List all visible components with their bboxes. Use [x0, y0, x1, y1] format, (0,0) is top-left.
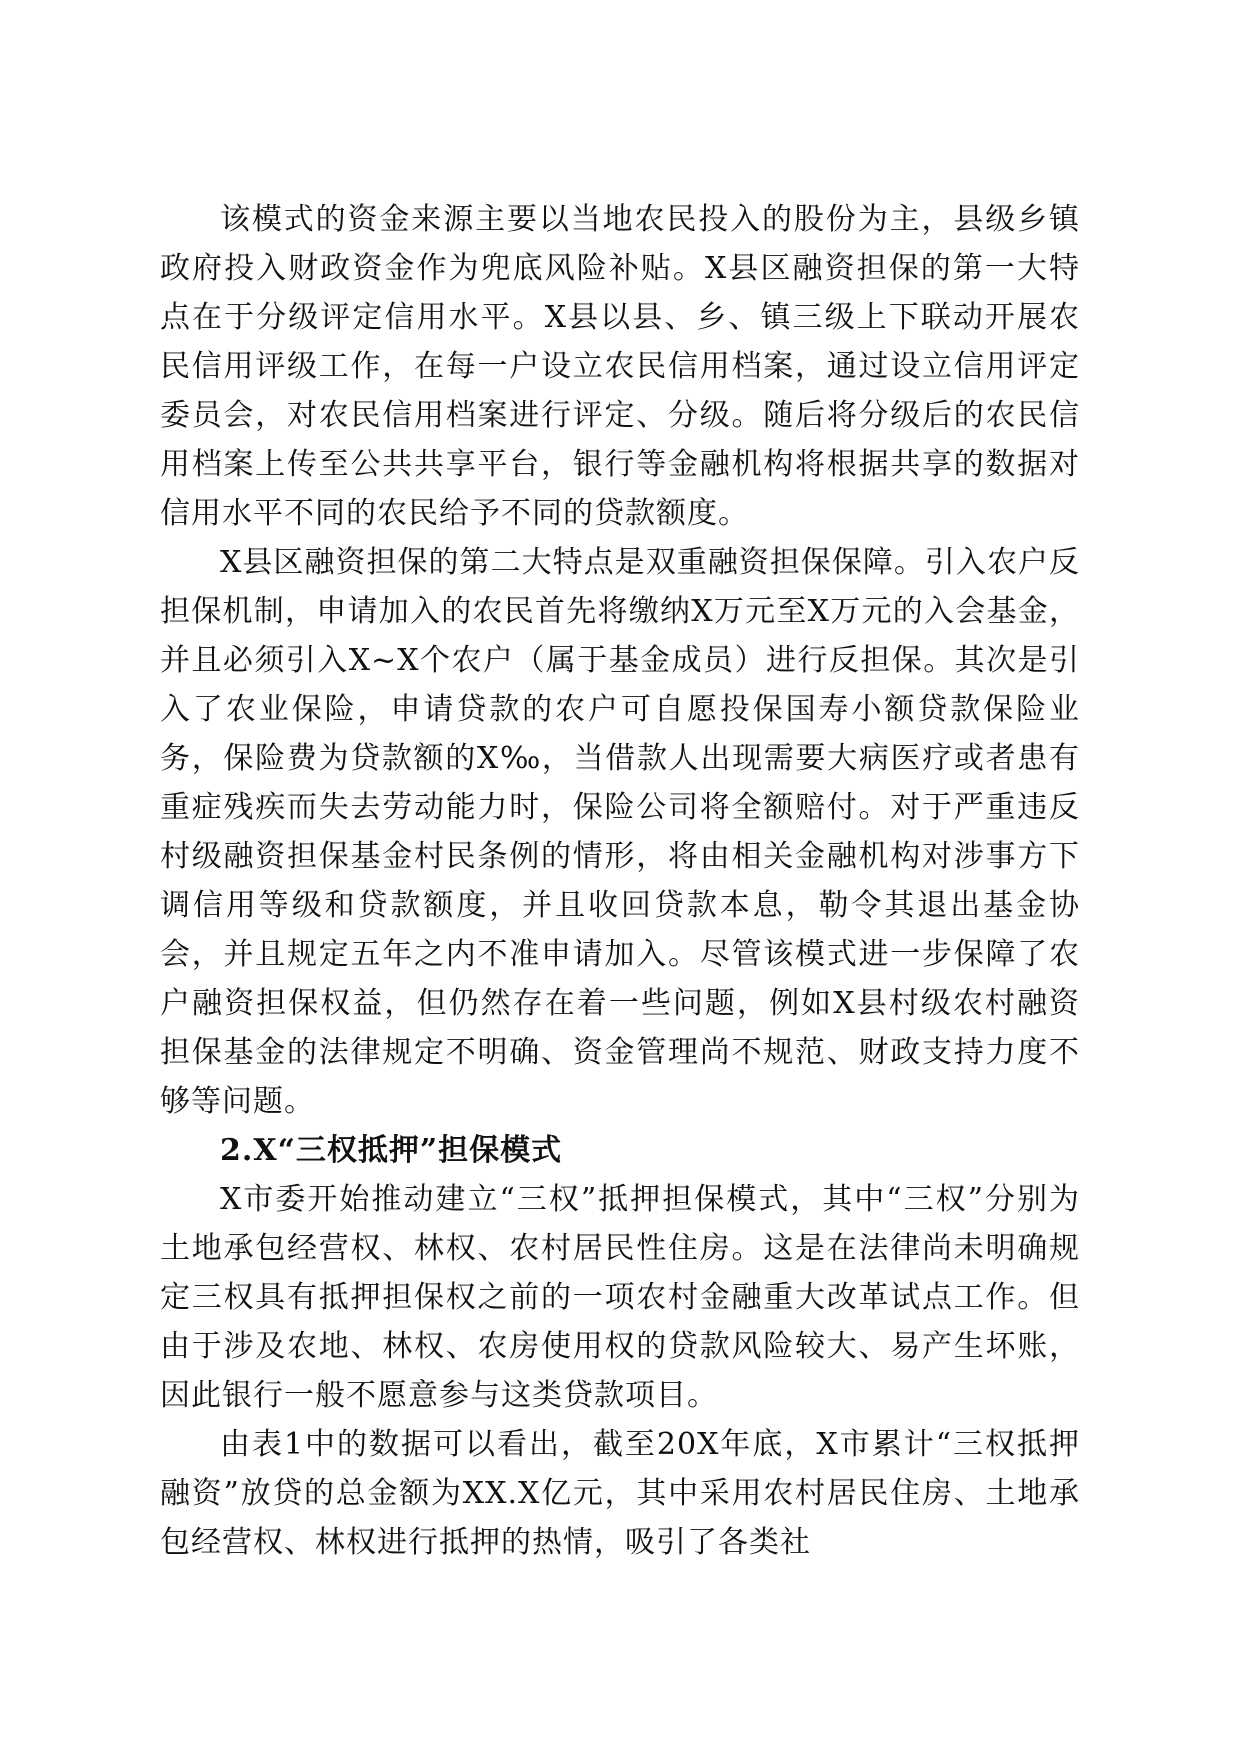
paragraph-2: X县区融资担保的第二大特点是双重融资担保保障。引入农户反担保机制，申请加入的农民首先将缴纳X万元至X万元的入会基金，并且必须引入X~X个农户（属于基金成员）进行反担保。其次是引入了农业保险，申请贷款的农户可自愿投保国寿小额贷款保险业务，保险费为贷款额的X‰，当借款人出现需要大病医疗或者患有重症残疾而失去劳动能力时，保险公司将全额赔付。对于严重违反村级融资担保基金村民条例的情形，将由相关金融机构对涉事方下调信用等级和贷款额度，并且收回贷款本息，勒令其退出基金协会，并且规定五年之内不准申请加入。尽管该模式进一步保障了农户融资担保权益，但仍然存在着一些问题，例如X县村级农村融资担保基金的法律规定不明确、资金管理尚不规范、财政支持力度不够等问题。 — [160, 545, 1080, 1119]
paragraph-4: 由表1中的数据可以看出，截至20X年底，X市累计“三权抵押融资”放贷的总金额为XX.X亿元，其中采用农村居民住房、土地承包经营权、林权进行抵押的热情，吸引了各类社 — [160, 1427, 1080, 1560]
document-page — [160, 195, 1080, 1567]
section-heading: 2.X“三权抵押”担保模式 — [220, 1133, 563, 1168]
paragraph-3: X市委开始推动建立“三权”抵押担保模式，其中“三权”分别为土地承包经营权、林权、农村居民性住房。这是在法律尚未明确规定三权具有抵押担保权之前的一项农村金融重大改革试点工作。但由于涉及农地、林权、农房使用权的贷款风险较大、易产生坏账，因此银行一般不愿意参与这类贷款项目。 — [160, 1182, 1080, 1413]
paragraph-1: 该模式的资金来源主要以当地农民投入的股份为主，县级乡镇政府投入财政资金作为兜底风险补贴。X县区融资担保的第一大特点在于分级评定信用水平。X县以县、乡、镇三级上下联动开展农民信用评级工作，在每一户设立农民信用档案，通过设立信用评定委员会，对农民信用档案进行评定、分级。随后将分级后的农民信用档案上传至公共共享平台，银行等金融机构将根据共享的数据对信用水平不同的农民给予不同的贷款额度。 — [160, 202, 1080, 531]
